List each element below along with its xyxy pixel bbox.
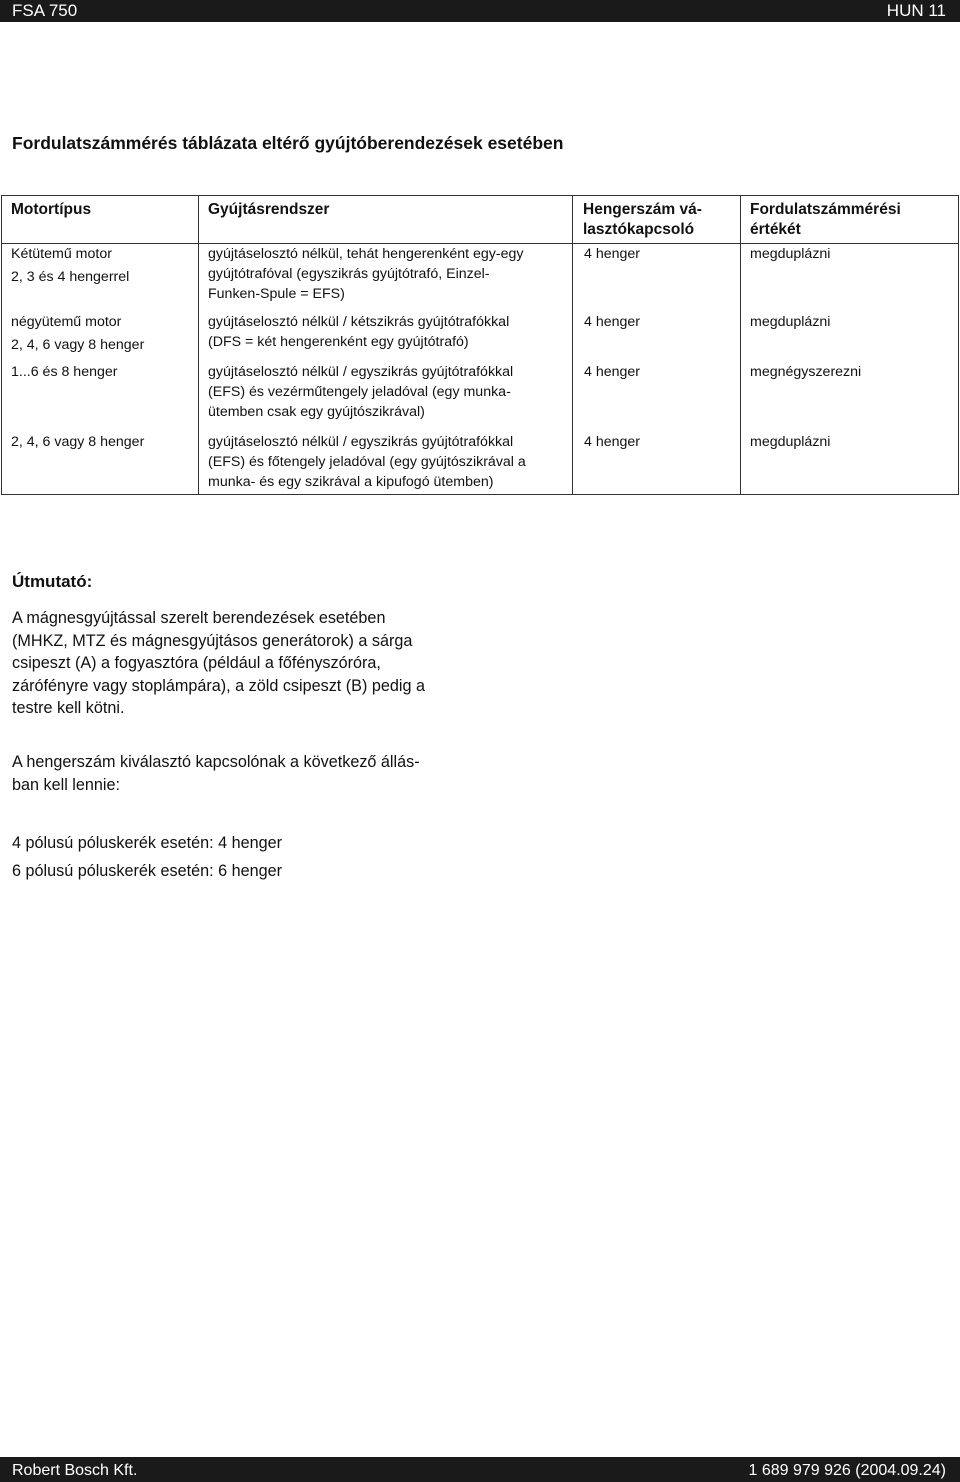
- header-engine-type: Motortípus: [2, 196, 199, 244]
- cylinder-cell: 4 henger: [573, 312, 741, 362]
- table-row: [2, 362, 959, 432]
- document-number: 1 689 979 926 (2004.09.24): [748, 1462, 946, 1479]
- pole6-line: 6 pólusú póluskerék esetén: 6 henger: [12, 862, 282, 880]
- header-rpm-value: Fordulatszámmérési értékét: [741, 196, 959, 244]
- engine-cell: 2, 4, 6 vagy 8 henger: [2, 432, 199, 495]
- cylinder-cell: 4 henger: [573, 244, 741, 313]
- page-number: HUN 11: [886, 1, 946, 20]
- note-paragraph: A mágnesgyújtással szerelt berendezések esetében (MHKZ, MTZ és mágnesgyújtásos generátorok) a sárga csipeszt (A) a fogyasztóra (például a főfényszóróra, zárófényre vagy stoplámpára), a zöld csipeszt (B) pedig a testre kell kötni.: [12, 609, 425, 718]
- cylinder-switch-text: A hengerszám kiválasztó kapcsolónak a következő állás- ban kell lennie:: [12, 753, 420, 794]
- table-row: [2, 432, 959, 495]
- model-label: FSA 750: [12, 1, 78, 20]
- page-header: [0, 0, 960, 22]
- note-heading: Útmutató:: [12, 572, 93, 591]
- engine-type: Kétütemű motor: [11, 246, 112, 262]
- publisher: Robert Bosch Kft.: [12, 1462, 138, 1479]
- cylinder-cell: 4 henger: [573, 362, 741, 432]
- rpm-table: [1, 195, 959, 495]
- value-cell: megduplázni: [741, 244, 959, 313]
- engine-cylinders: 2, 4, 6 vagy 8 henger: [11, 337, 145, 353]
- pole4-line: 4 pólusú póluskerék esetén: 4 henger: [12, 834, 282, 852]
- value-cell: megnégyszerezni: [741, 362, 959, 432]
- engine-cell: [2, 244, 199, 313]
- value-cell: megduplázni: [741, 312, 959, 362]
- engine-cell: [2, 312, 199, 362]
- system-cell: gyújtáselosztó nélkül, tehát hengerenként egy-egy gyújtótrafóval (egyszikrás gyújtótrafó, Einzel- Funken-Spule = EFS): [199, 244, 573, 313]
- table-row: [2, 244, 959, 313]
- table-row: [2, 312, 959, 362]
- header-ignition-system: Gyújtásrendszer: [199, 196, 573, 244]
- header-cylinder-selector: Hengerszám vá- lasztókapcsoló: [573, 196, 741, 244]
- system-cell: gyújtáselosztó nélkül / kétszikrás gyújtótrafókkal (DFS = két hengerenként egy gyújtótrafó): [199, 312, 573, 362]
- cylinder-cell: 4 henger: [573, 432, 741, 495]
- system-cell: gyújtáselosztó nélkül / egyszikrás gyújtótrafókkal (EFS) és vezérműtengely jeladóval (egy munka- ütemben csak egy gyújtószikrával): [199, 362, 573, 432]
- value-cell: megduplázni: [741, 432, 959, 495]
- engine-type: négyütemű motor: [11, 314, 122, 330]
- table-header-row: [2, 196, 959, 244]
- page-footer: [0, 1457, 960, 1482]
- system-cell: gyújtáselosztó nélkül / egyszikrás gyújtótrafókkal (EFS) és főtengely jeladóval (egy gyújtószikrával a munka- és egy szikrával a kipufogó ütemben): [199, 432, 573, 495]
- engine-cylinders: 2, 3 és 4 hengerrel: [11, 269, 130, 285]
- page-title: Fordulatszámmérés táblázata eltérő gyújtóberendezések esetében: [12, 133, 564, 153]
- engine-cell: 1...6 és 8 henger: [2, 362, 199, 432]
